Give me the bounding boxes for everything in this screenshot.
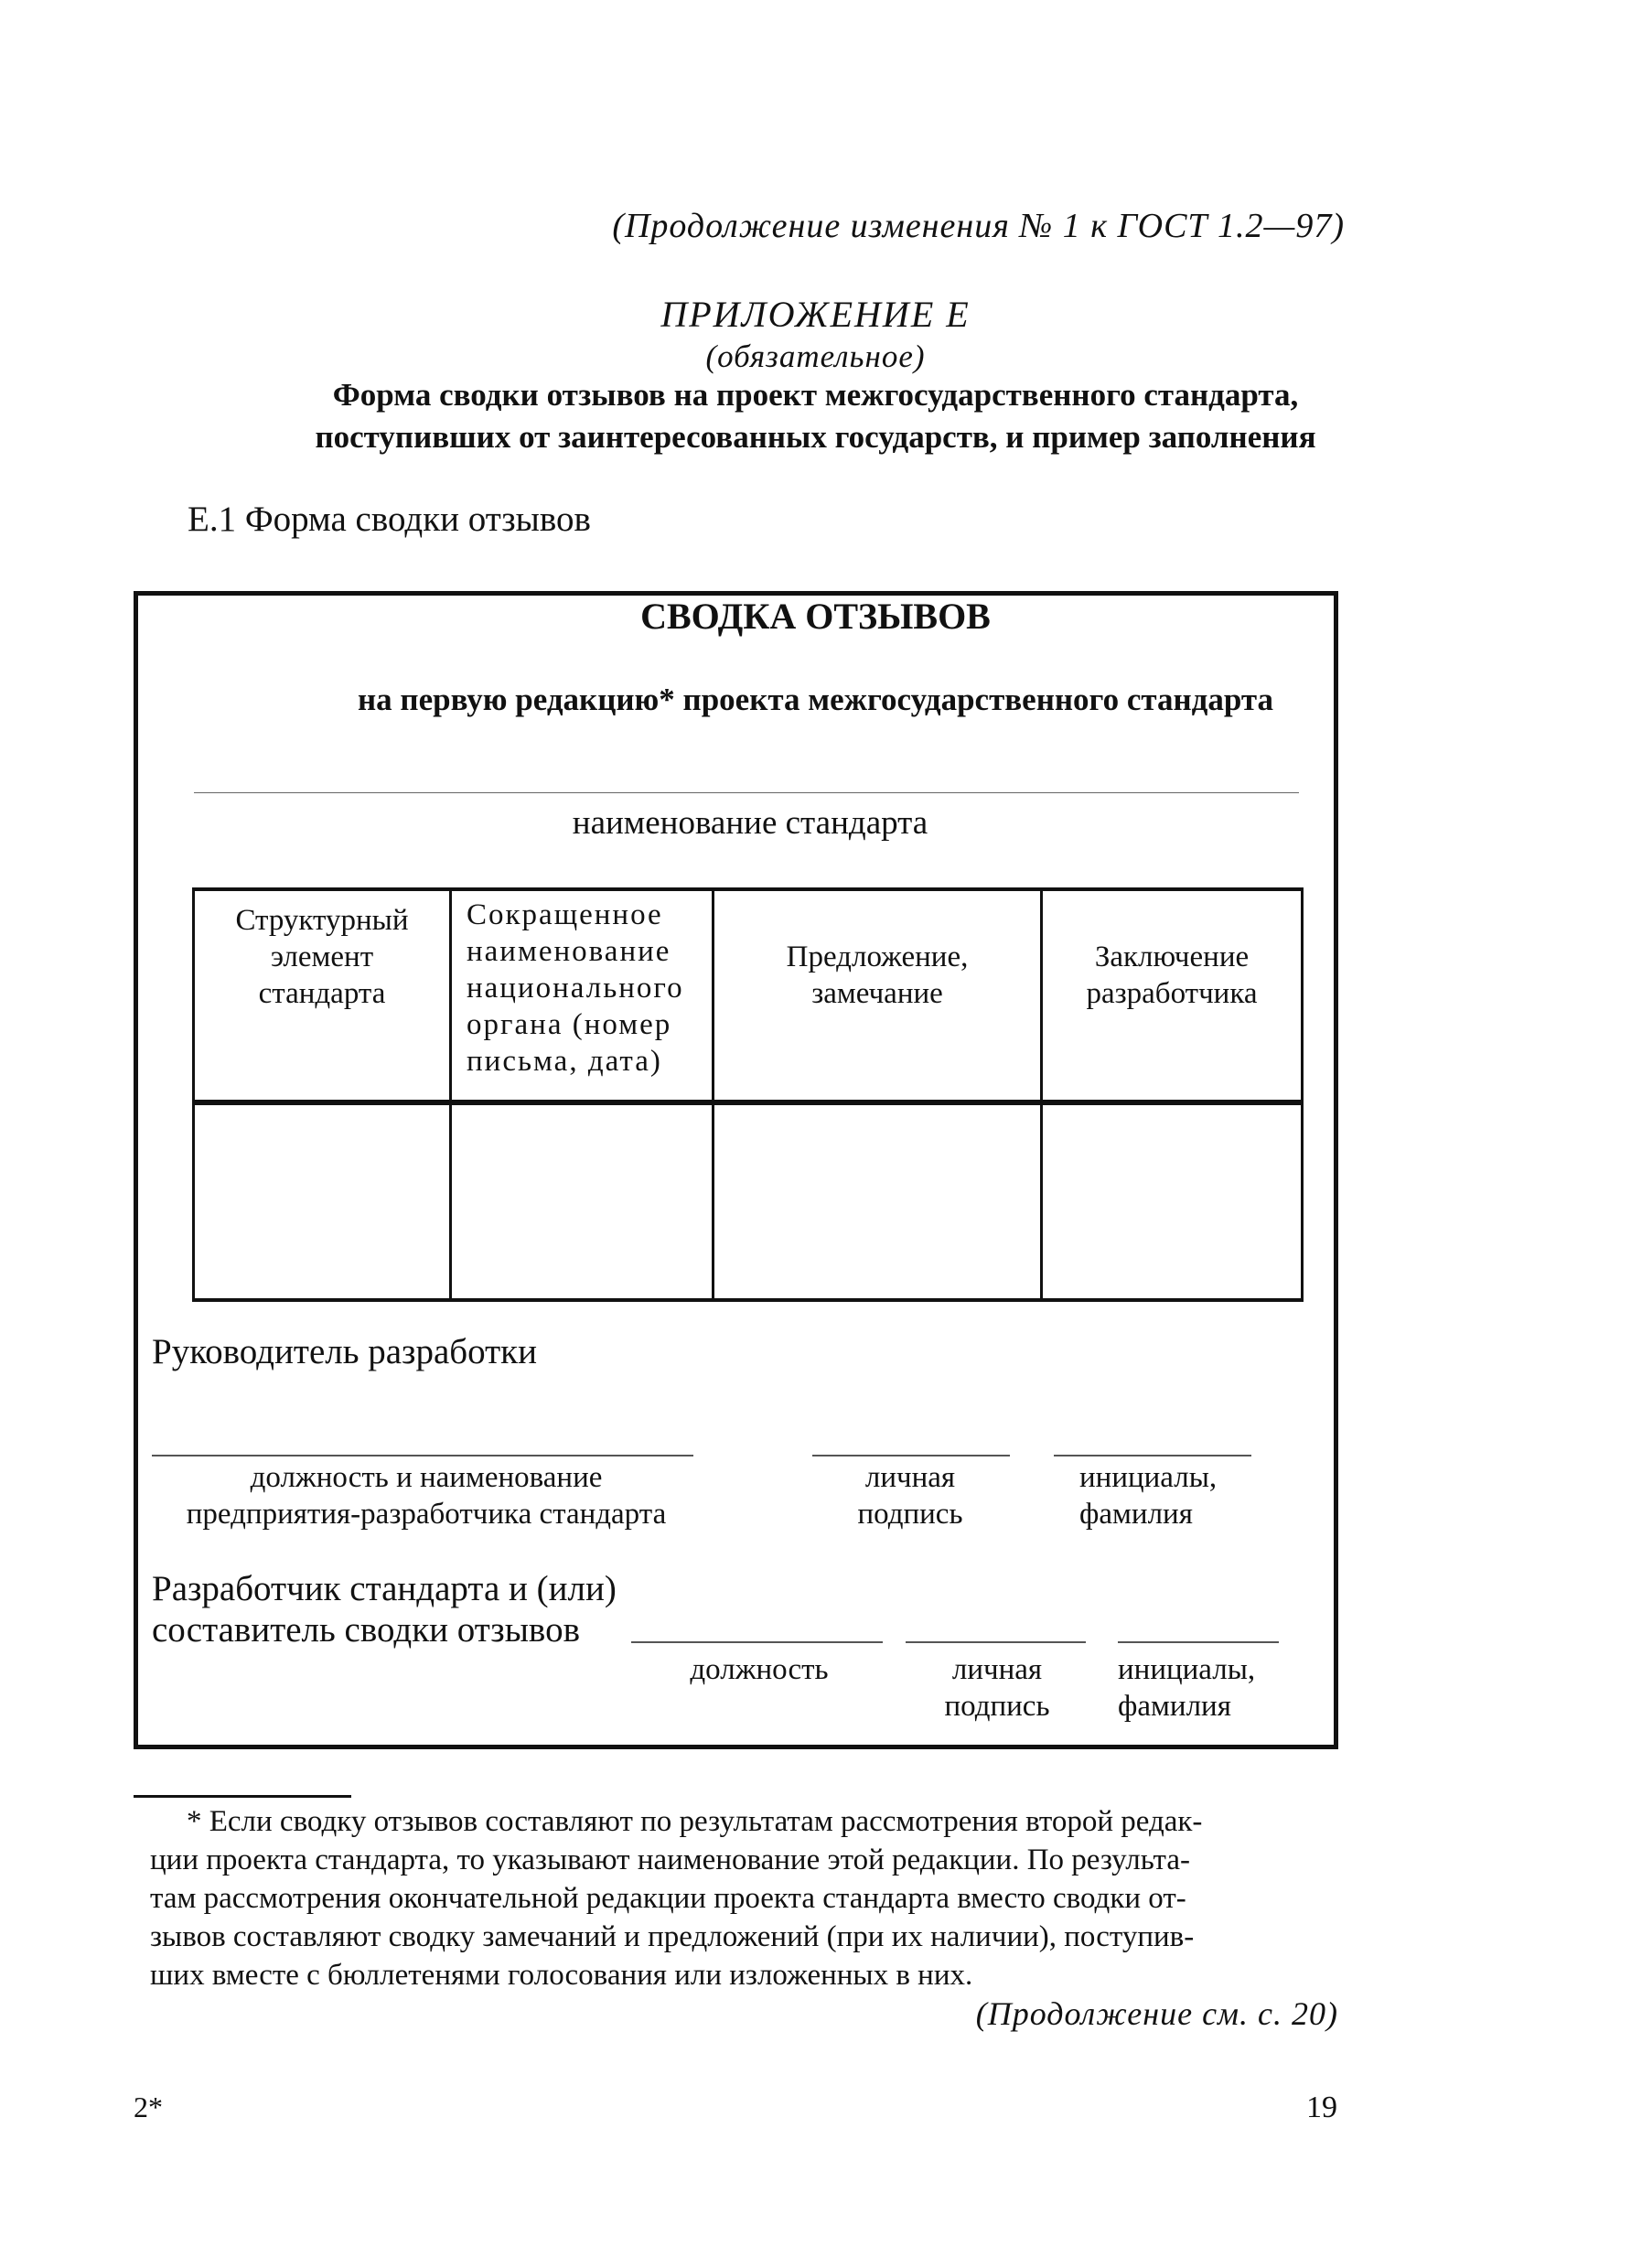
page-number: 19	[1306, 2091, 1337, 2124]
signature-caption: личная подпись	[857, 1461, 963, 1531]
developer-signature-line	[906, 1641, 1086, 1643]
table-column-border	[1040, 887, 1043, 1302]
table-header-cell: Предложение, замечание	[786, 941, 969, 1010]
footnote-rule	[134, 1795, 351, 1798]
name-caption: инициалы, фамилия	[1079, 1461, 1218, 1531]
table-header-separator	[192, 1100, 1304, 1105]
table-top-border	[192, 887, 1304, 891]
footnote: * Если сводку отзывов составляют по результатам рассмотрения второй редак- ции проекта стандарта, то указывают наименование этой редакции. По результа- там рассмотрения окончательной редакции проекта стандарта вместо сводки от- зывов составляют сводку замечаний и предложений (при их наличии), поступив- ших вместе с бюллетенями голосования или изложенных в них.	[150, 1805, 1203, 1992]
table-column-border	[1301, 887, 1304, 1302]
continuation-reference: (Продолжение см. с. 20)	[975, 1995, 1338, 2032]
form-heading: СВОДКА ОТЗЫВОВ	[640, 596, 991, 637]
review-table	[192, 887, 1304, 1302]
signature-line	[812, 1455, 1010, 1456]
form-subheading: на первую редакцию* проекта межгосударственного стандарта	[358, 682, 1273, 717]
table-header-cell: Структурный элемент стандарта	[235, 904, 409, 1010]
developer-name-line	[1118, 1641, 1279, 1643]
table-header-cell: Заключение разработчика	[1086, 941, 1258, 1010]
table-column-border	[449, 887, 452, 1302]
developer-signature-caption: личная подпись	[944, 1653, 1050, 1723]
position-caption: должность и наименование предприятия-разработчика стандарта	[186, 1461, 667, 1531]
table-column-border	[192, 887, 195, 1302]
position-signature-line	[152, 1455, 693, 1456]
table-column-border	[712, 887, 714, 1302]
table-bottom-border	[192, 1298, 1304, 1302]
appendix-title: ПРИЛОЖЕНИЕ Е	[660, 294, 971, 335]
name-signature-line	[1054, 1455, 1251, 1456]
appendix-subtitle: (обязательное)	[705, 339, 926, 374]
developer-label: Разработчик стандарта и (или) составитель сводки отзывов	[152, 1569, 617, 1650]
developer-position-line	[631, 1641, 883, 1643]
head-of-development-label: Руководитель разработки	[152, 1332, 537, 1371]
standard-name-line	[194, 792, 1299, 793]
form-title-line-2: поступивших от заинтересованных государств, и пример заполнения	[315, 419, 1316, 455]
section-heading: Е.1 Форма сводки отзывов	[188, 500, 591, 539]
form-title-line-1: Форма сводки отзывов на проект межгосударственного стандарта,	[332, 377, 1299, 413]
developer-name-caption: инициалы, фамилия	[1118, 1653, 1256, 1723]
table-header-cell: Сокращенное наименование национального органа (номер письма, дата)	[467, 898, 684, 1078]
sheet-mark: 2*	[134, 2091, 163, 2123]
continuation-header: (Продолжение изменения № 1 к ГОСТ 1.2—97)	[612, 207, 1345, 245]
developer-position-caption: должность	[690, 1653, 829, 1686]
standard-name-caption: наименование стандарта	[572, 804, 928, 842]
